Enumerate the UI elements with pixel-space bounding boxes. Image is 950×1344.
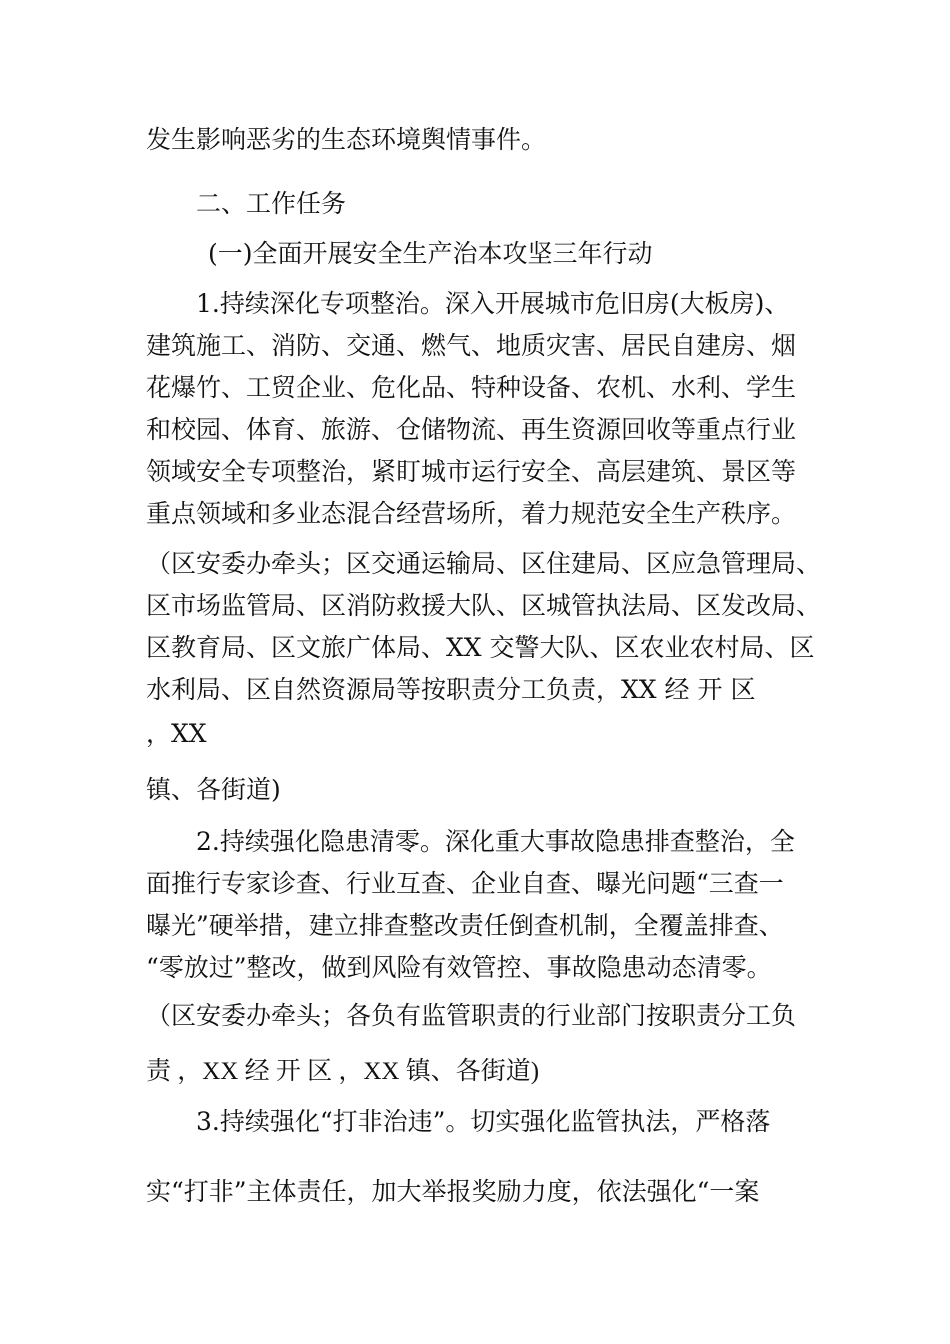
paragraph-line: 镇、各街道): [146, 775, 281, 804]
paragraph-line: 水利局、区自然资源局等按职责分工负责，XX 经 开 区: [146, 675, 756, 704]
paragraph-line: 3.持续强化“打非治违”。切实强化监管执法，严格落: [196, 1107, 771, 1136]
paragraph-line: 重点领域和多业态混合经营场所，着力规范安全生产秩序。: [146, 499, 797, 528]
paragraph-line: 面推行专家诊查、行业互查、企业自查、曝光问题“三查一: [146, 869, 784, 898]
paragraph-line: 责 ，XX 经 开 区 ，XX 镇、各街道): [146, 1058, 540, 1085]
paragraph-line: 发生影响恶劣的生态环境舆情事件。: [146, 125, 547, 154]
paragraph-line: 曝光”硬举措，建立排查整改责任倒查机制，全覆盖排查、: [146, 911, 784, 940]
paragraph-line: （区安委办牵头；各负有监管职责的行业部门按职责分工负: [146, 1001, 797, 1030]
paragraph-line: 1.持续深化专项整治。深入开展城市危旧房(大板房)、: [196, 289, 790, 318]
paragraph-line: （区安委办牵头；区交通运输局、区住建局、区应急管理局、: [146, 549, 822, 578]
paragraph-line: “零放过”整改，做到风险有效管控、事故隐患动态清零。: [146, 953, 772, 982]
paragraph-line: 区市场监管局、区消防救援大队、区城管执法局、区发改局、: [146, 591, 822, 620]
paragraph-line: 花爆竹、工贸企业、危化品、特种设备、农机、水利、学生: [146, 373, 797, 402]
paragraph-line: ，XX: [146, 719, 207, 748]
section-heading: 二、工作任务: [196, 189, 347, 218]
paragraph-line: 建筑施工、消防、交通、燃气、地质灾害、居民自建房、烟: [146, 331, 797, 360]
paragraph-line: 2.持续强化隐患清零。深化重大事故隐患排查整治，全: [196, 827, 795, 856]
paragraph-line: 领域安全专项整治，紧盯城市运行安全、高层建筑、景区等: [146, 457, 797, 486]
paragraph-line: 实“打非”主体责任，加大举报奖励力度，依法强化“一案: [146, 1177, 760, 1206]
paragraph-line: 和校园、体育、旅游、仓储物流、再生资源回收等重点行业: [146, 415, 797, 444]
subsection-heading: (一)全面开展安全生产治本攻坚三年行动: [208, 239, 653, 268]
paragraph-line: 区教育局、区文旅广体局、XX 交警大队、区农业农村局、区: [146, 633, 815, 662]
